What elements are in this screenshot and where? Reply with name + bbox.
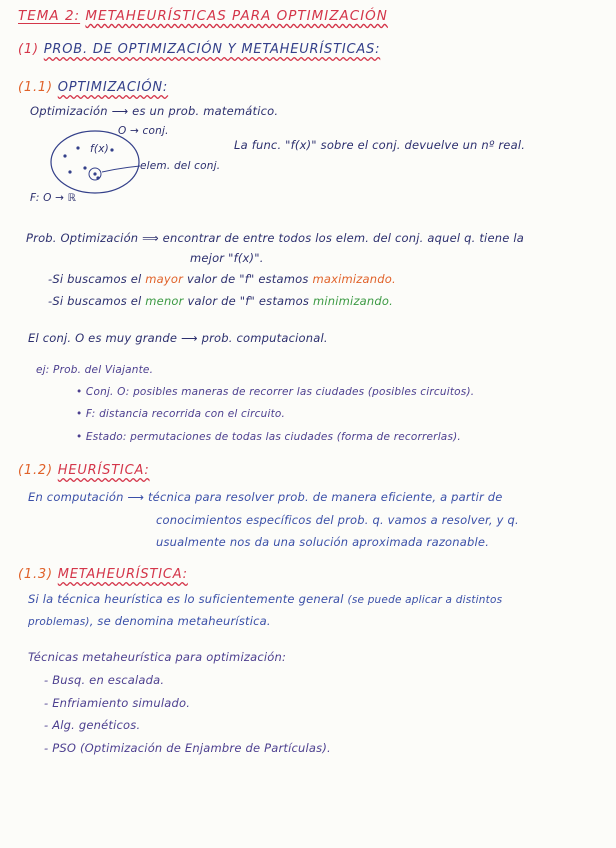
element-label: elem. del conj. [140,160,221,172]
heuristic-line-1: En computación ⟶ técnica para resolver prob. de manera eficiente, a partir de [28,490,503,504]
section-1-1-title: OPTIMIZACIÓN: [57,80,169,95]
techniques-heading: Técnicas metaheurística para optimización: [28,650,287,664]
heuristic-line-2: conocimientos específicos del prob. q. vamos a resolver, y q. [156,513,519,527]
function-note: La func. "f(x)" sobre el conj. devuelve un nº real. [234,138,526,152]
example-item-3: • Estado: permutaciones de todas las ciudades (forma de recorrerlas). [76,431,461,443]
section-1-3-title: METAHEURÍSTICA: [57,567,188,582]
optimization-problem-line-2: mejor "f(x)". [190,251,264,265]
maximizing-word: maximizando. [312,272,396,286]
optimization-definition: Optimización ⟶ es un prob. matemático. [30,104,279,118]
function-mapping: F: O → ℝ [30,192,77,204]
minimize-line: -Si buscamos el menor valor de "f" estamos minimizando. [48,294,394,308]
technique-item: - PSO (Optimización de Enjambre de Partículas). [44,741,331,755]
max-word: mayor [145,272,184,286]
fx-label: f(x) [90,143,109,155]
title-number: TEMA 2: [18,8,81,24]
technique-item: - Alg. genéticos. [44,718,141,732]
technique-item: - Enfriamiento simulado. [44,696,191,710]
title-text: METAHEURÍSTICAS PARA OPTIMIZACIÓN [85,8,388,24]
example-title: ej: Prob. del Viajante. [36,364,154,376]
element-arrow [102,166,140,172]
section-1-number: (1) [18,42,39,57]
metaheuristic-line-2: problemas), se denomina metaheurística. [28,614,271,628]
example-item-2: • F: distancia recorrida con el circuito. [76,408,286,420]
technique-item: - Busq. en escalada. [44,673,165,687]
section-1-heading [18,42,380,57]
section-1-3-heading [18,567,188,582]
example-item-1: • Conj. O: posibles maneras de recorrer las ciudades (posibles circuitos). [76,386,475,398]
heuristic-line-3: usualmente nos da una solución aproximada razonable. [156,535,490,549]
section-1-2-heading [18,463,150,478]
big-set-line: El conj. O es muy grande ⟶ prob. computacional. [28,331,328,345]
page-title [18,8,388,24]
section-1-2-number: (1.2) [18,463,53,478]
minimizing-word: minimizando. [312,294,394,308]
maximize-line: -Si buscamos el mayor valor de "f" estamos maximizando. [48,272,396,286]
set-ellipse [51,131,139,193]
section-1-1-number: (1.1) [18,80,53,95]
optimization-problem-line-1: Prob. Optimización ⟹ encontrar de entre todos los elem. del conj. aquel q. tiene la [26,231,524,245]
min-word: menor [145,294,184,308]
section-1-2-title: HEURÍSTICA: [57,463,150,478]
section-1-3-number: (1.3) [18,567,53,582]
section-1-title: PROB. DE OPTIMIZACIÓN Y METAHEURÍSTICAS: [43,42,381,57]
set-label: O → conj. [118,125,169,137]
section-1-1-heading [18,80,168,95]
metaheuristic-line-1: Si la técnica heurística es lo suficientemente general (se puede aplicar a distintos [28,592,503,606]
